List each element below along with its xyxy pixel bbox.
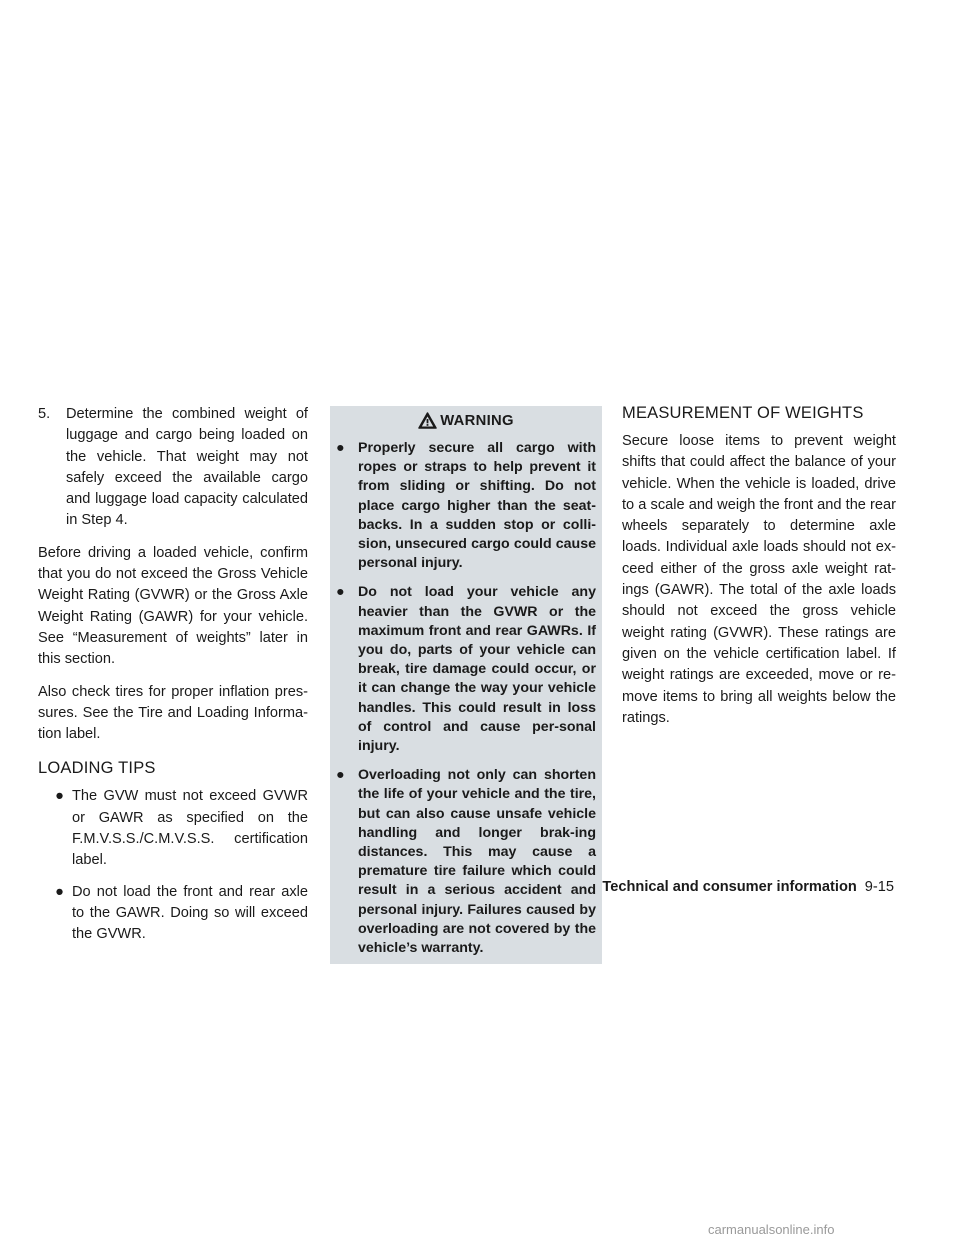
list-item xyxy=(38,786,308,871)
warning-box xyxy=(330,406,602,964)
right-column xyxy=(622,404,896,740)
warning-text: Properly secure all cargo with ropes or straps to help prevent it from sliding or shifting. Do not place cargo higher than the seat-backs. In a sudden stop or colli-sion, unsecured cargo could cause personal injury. xyxy=(358,440,596,572)
bullet-text: Do not load the front and rear axle to the GAWR. Doing so will exceed the GVWR. xyxy=(72,883,308,943)
step-number: 5. xyxy=(38,406,51,422)
paragraph-confirm-ratings: Before driving a loaded vehicle, confirm that you do not exceed the Gross Vehicle Weight Rating (GVWR) or the Gross Axle Weight Rating (GAWR) for your vehicle. See “Measurement of weights” later in this section. xyxy=(38,544,308,668)
section-title: Technical and consumer information xyxy=(602,879,857,895)
bullet-icon: ● xyxy=(336,584,345,601)
bullet-text: The GVW must not exceed GVWR or GAWR as specified on the F.M.V.S.S./C.M.V.S.S. certification label. xyxy=(72,788,308,869)
warning-triangle-icon xyxy=(418,412,437,429)
heading-measurement-of-weights: MEASUREMENT OF WEIGHTS xyxy=(622,404,864,422)
warning-text: Do not load your vehicle any heavier than the GVWR or the maximum front and rear GAWRs. If you do, parts of your vehicle can break, tire damage could occur, or it can change the way your vehicle handles. This could result in loss of control and cause per-sonal injury. xyxy=(358,584,596,755)
warning-text: Overloading not only can shorten the life of your vehicle and the tire, but can also cause unsafe vehicle handling and longer brak-ing distances. This may cause a premature tire failure which could result in a serious accident and personal injury. Failures caused by overloading are not covered by the vehicle’s warranty. xyxy=(358,767,596,957)
paragraph-measurement: Secure loose items to prevent weight shifts that could affect the balance of your vehicle. When the vehicle is loaded, drive to a scale and weigh the front and the rear wheels separately to determine axle loads. Individual axle loads should not ex-ceed either of the gross axle weight rat-ings (GAWR). The total of the axle loads should not exceed the gross vehicle weight rating (GVWR). These ratings are given on the vehicle certification label. If weight ratings are exceeded, move or re-move items to bring all weights below the ratings. xyxy=(622,433,896,726)
page-footer xyxy=(602,879,894,895)
bullet-icon: ● xyxy=(55,788,64,805)
warning-title xyxy=(336,412,596,429)
list-item xyxy=(38,882,308,946)
list-item xyxy=(336,766,596,958)
list-item xyxy=(336,583,596,756)
list-item xyxy=(336,439,596,573)
warning-title-text: WARNING xyxy=(440,412,514,429)
step-text: Determine the combined weight of luggage and cargo being loaded on the vehicle. That weight may not safely exceed the available cargo and luggage load capacity calculated in Step 4. xyxy=(66,406,308,529)
paragraph-check-tires: Also check tires for proper inflation pres-sures. See the Tire and Loading Informa-tion label. xyxy=(38,683,308,743)
bullet-icon: ● xyxy=(55,883,64,900)
bullet-icon: ● xyxy=(336,767,345,784)
watermark: carmanualsonline.info xyxy=(708,1222,835,1237)
heading-loading-tips: LOADING TIPS xyxy=(38,759,156,778)
bullet-icon: ● xyxy=(336,440,345,456)
page-number: 9-15 xyxy=(864,879,894,895)
middle-column xyxy=(330,406,602,964)
left-column xyxy=(38,404,308,956)
step-5 xyxy=(38,404,308,532)
